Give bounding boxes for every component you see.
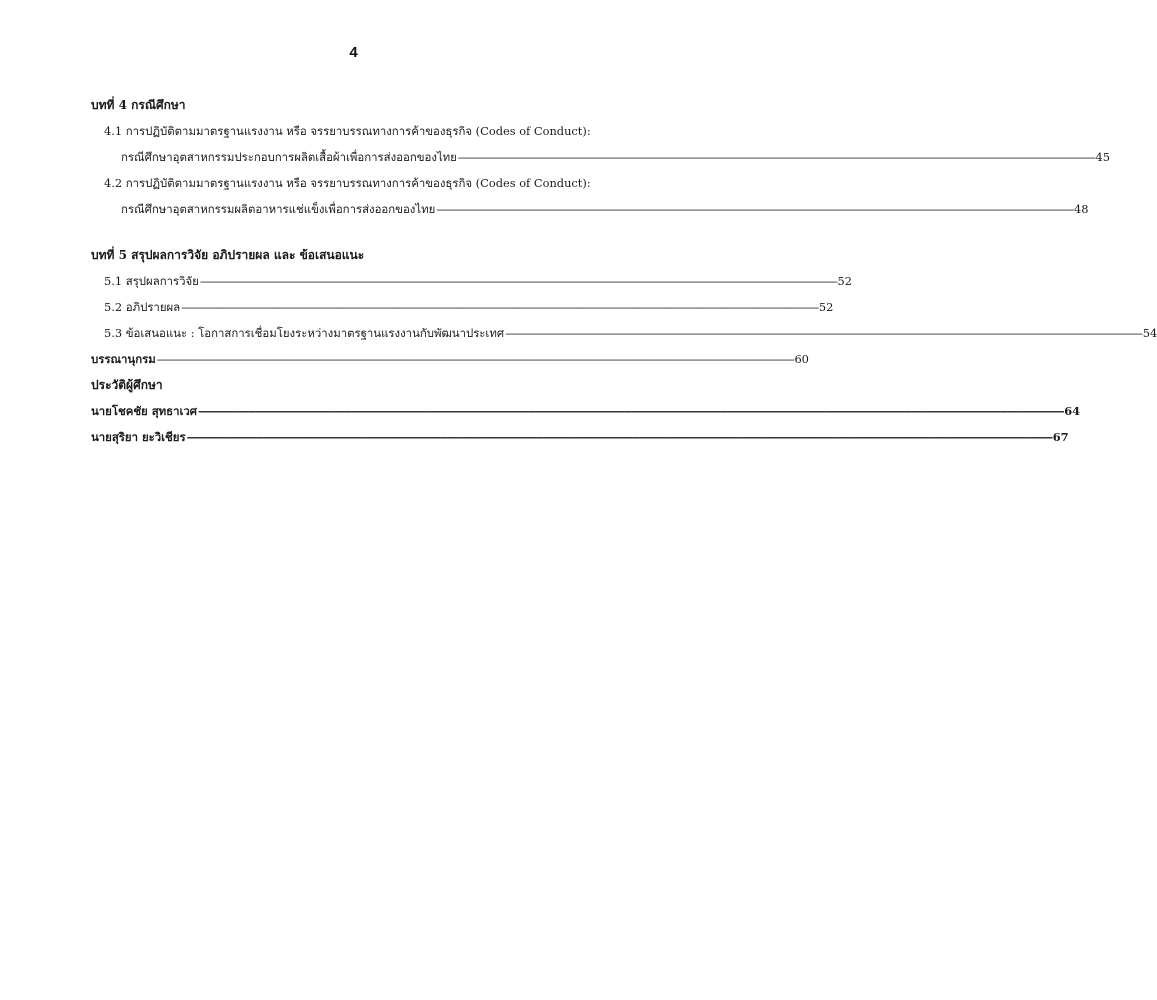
toc-entry-4-1-subtitle-line <box>91 144 1111 170</box>
toc-entry-label: 5.2 อภิปรายผล <box>104 300 181 314</box>
toc-page-number: 67 <box>1052 430 1069 444</box>
dot-leader: -------------------------------------------------------------------------------------------------------------------------------------------------------------------------------------------------------------------------------------------------------------------- <box>457 150 1095 164</box>
toc-page-number: 64 <box>1064 404 1081 418</box>
dot-leader: -------------------------------------------------------------------------------------------------------------------------------------------------------------------------------------------------------------------------------------------------------------------- <box>156 352 794 366</box>
toc-entry-5-2 <box>91 294 834 320</box>
biography-heading: ประวัติผู้ศึกษา <box>91 378 163 392</box>
toc-entry-5-1 <box>91 268 853 294</box>
toc-page-number: 54 <box>1142 326 1157 340</box>
toc-entry-label: 5.3 ข้อเสนอแนะ : โอกาสการเชื่อมโยงระหว่างมาตรฐานแรงงานกับพัฒนาประเทศ <box>104 326 505 340</box>
dot-leader: -------------------------------------------------------------------------------------------------------------------------------------------------------------------------------------------------------------------------------------------------------------------- <box>186 430 1052 444</box>
toc-entry-biography-1 <box>91 398 1081 424</box>
toc-entry-biography-2 <box>91 424 1069 450</box>
chapter-4-heading: บทที่ 4 กรณีศึกษา <box>91 98 186 112</box>
toc-page-number: 52 <box>818 300 834 314</box>
table-of-contents <box>91 92 1157 450</box>
toc-entry-4-2-title: 4.2 การปฏิบัติตามมาตรฐานแรงงาน หรือ จรรยาบรรณทางการค้าของธุรกิจ (Codes of Conduct): <box>104 176 591 190</box>
toc-entry-4-2-subtitle-line <box>91 196 1089 222</box>
toc-entry-bibliography <box>91 346 809 372</box>
toc-page-number: 48 <box>1073 202 1089 216</box>
toc-page-number: 45 <box>1095 150 1111 164</box>
bibliography-heading: บรรณานุกรม <box>91 352 156 366</box>
dot-leader: -------------------------------------------------------------------------------------------------------------------------------------------------------------------------------------------------------------------------------------------------------------------- <box>199 274 837 288</box>
toc-page-number: 60 <box>794 352 809 366</box>
toc-entry-label: 5.1 สรุปผลการวิจัย <box>104 274 199 288</box>
toc-entry-label: กรณีศึกษาอุตสาหกรรมประกอบการผลิตเสื้อผ้าเพื่อการส่งออกของไทย <box>121 150 457 164</box>
toc-entry-4-1-title: 4.1 การปฏิบัติตามมาตรฐานแรงงาน หรือ จรรยาบรรณทางการค้าของธุรกิจ (Codes of Conduct): <box>104 124 591 138</box>
toc-entry-label: นายสุริยา ยะวิเชียร <box>91 430 186 444</box>
toc-entry-4-2 <box>91 170 1089 222</box>
chapter-5-heading: บทที่ 5 สรุปผลการวิจัย อภิปรายผล และ ข้อเสนอแนะ <box>91 248 365 262</box>
toc-entry-5-3 <box>91 320 1157 346</box>
dot-leader: -------------------------------------------------------------------------------------------------------------------------------------------------------------------------------------------------------------------------------------------------------------------- <box>198 404 1064 418</box>
dot-leader: -------------------------------------------------------------------------------------------------------------------------------------------------------------------------------------------------------------------------------------------------------------------- <box>436 202 1073 216</box>
dot-leader: -------------------------------------------------------------------------------------------------------------------------------------------------------------------------------------------------------------------------------------------------------------------- <box>181 300 818 314</box>
toc-page-number: 52 <box>837 274 853 288</box>
toc-entry-4-1 <box>91 118 1111 170</box>
toc-entry-label: กรณีศึกษาอุตสาหกรรมผลิตอาหารแช่แข็งเพื่อการส่งออกของไทย <box>121 202 436 216</box>
page-number: 4 <box>349 44 358 61</box>
dot-leader: -------------------------------------------------------------------------------------------------------------------------------------------------------------------------------------------------------------------------------------------------------------------- <box>505 326 1142 340</box>
toc-entry-label: นายโชคชัย สุทธาเวศ <box>91 404 198 418</box>
